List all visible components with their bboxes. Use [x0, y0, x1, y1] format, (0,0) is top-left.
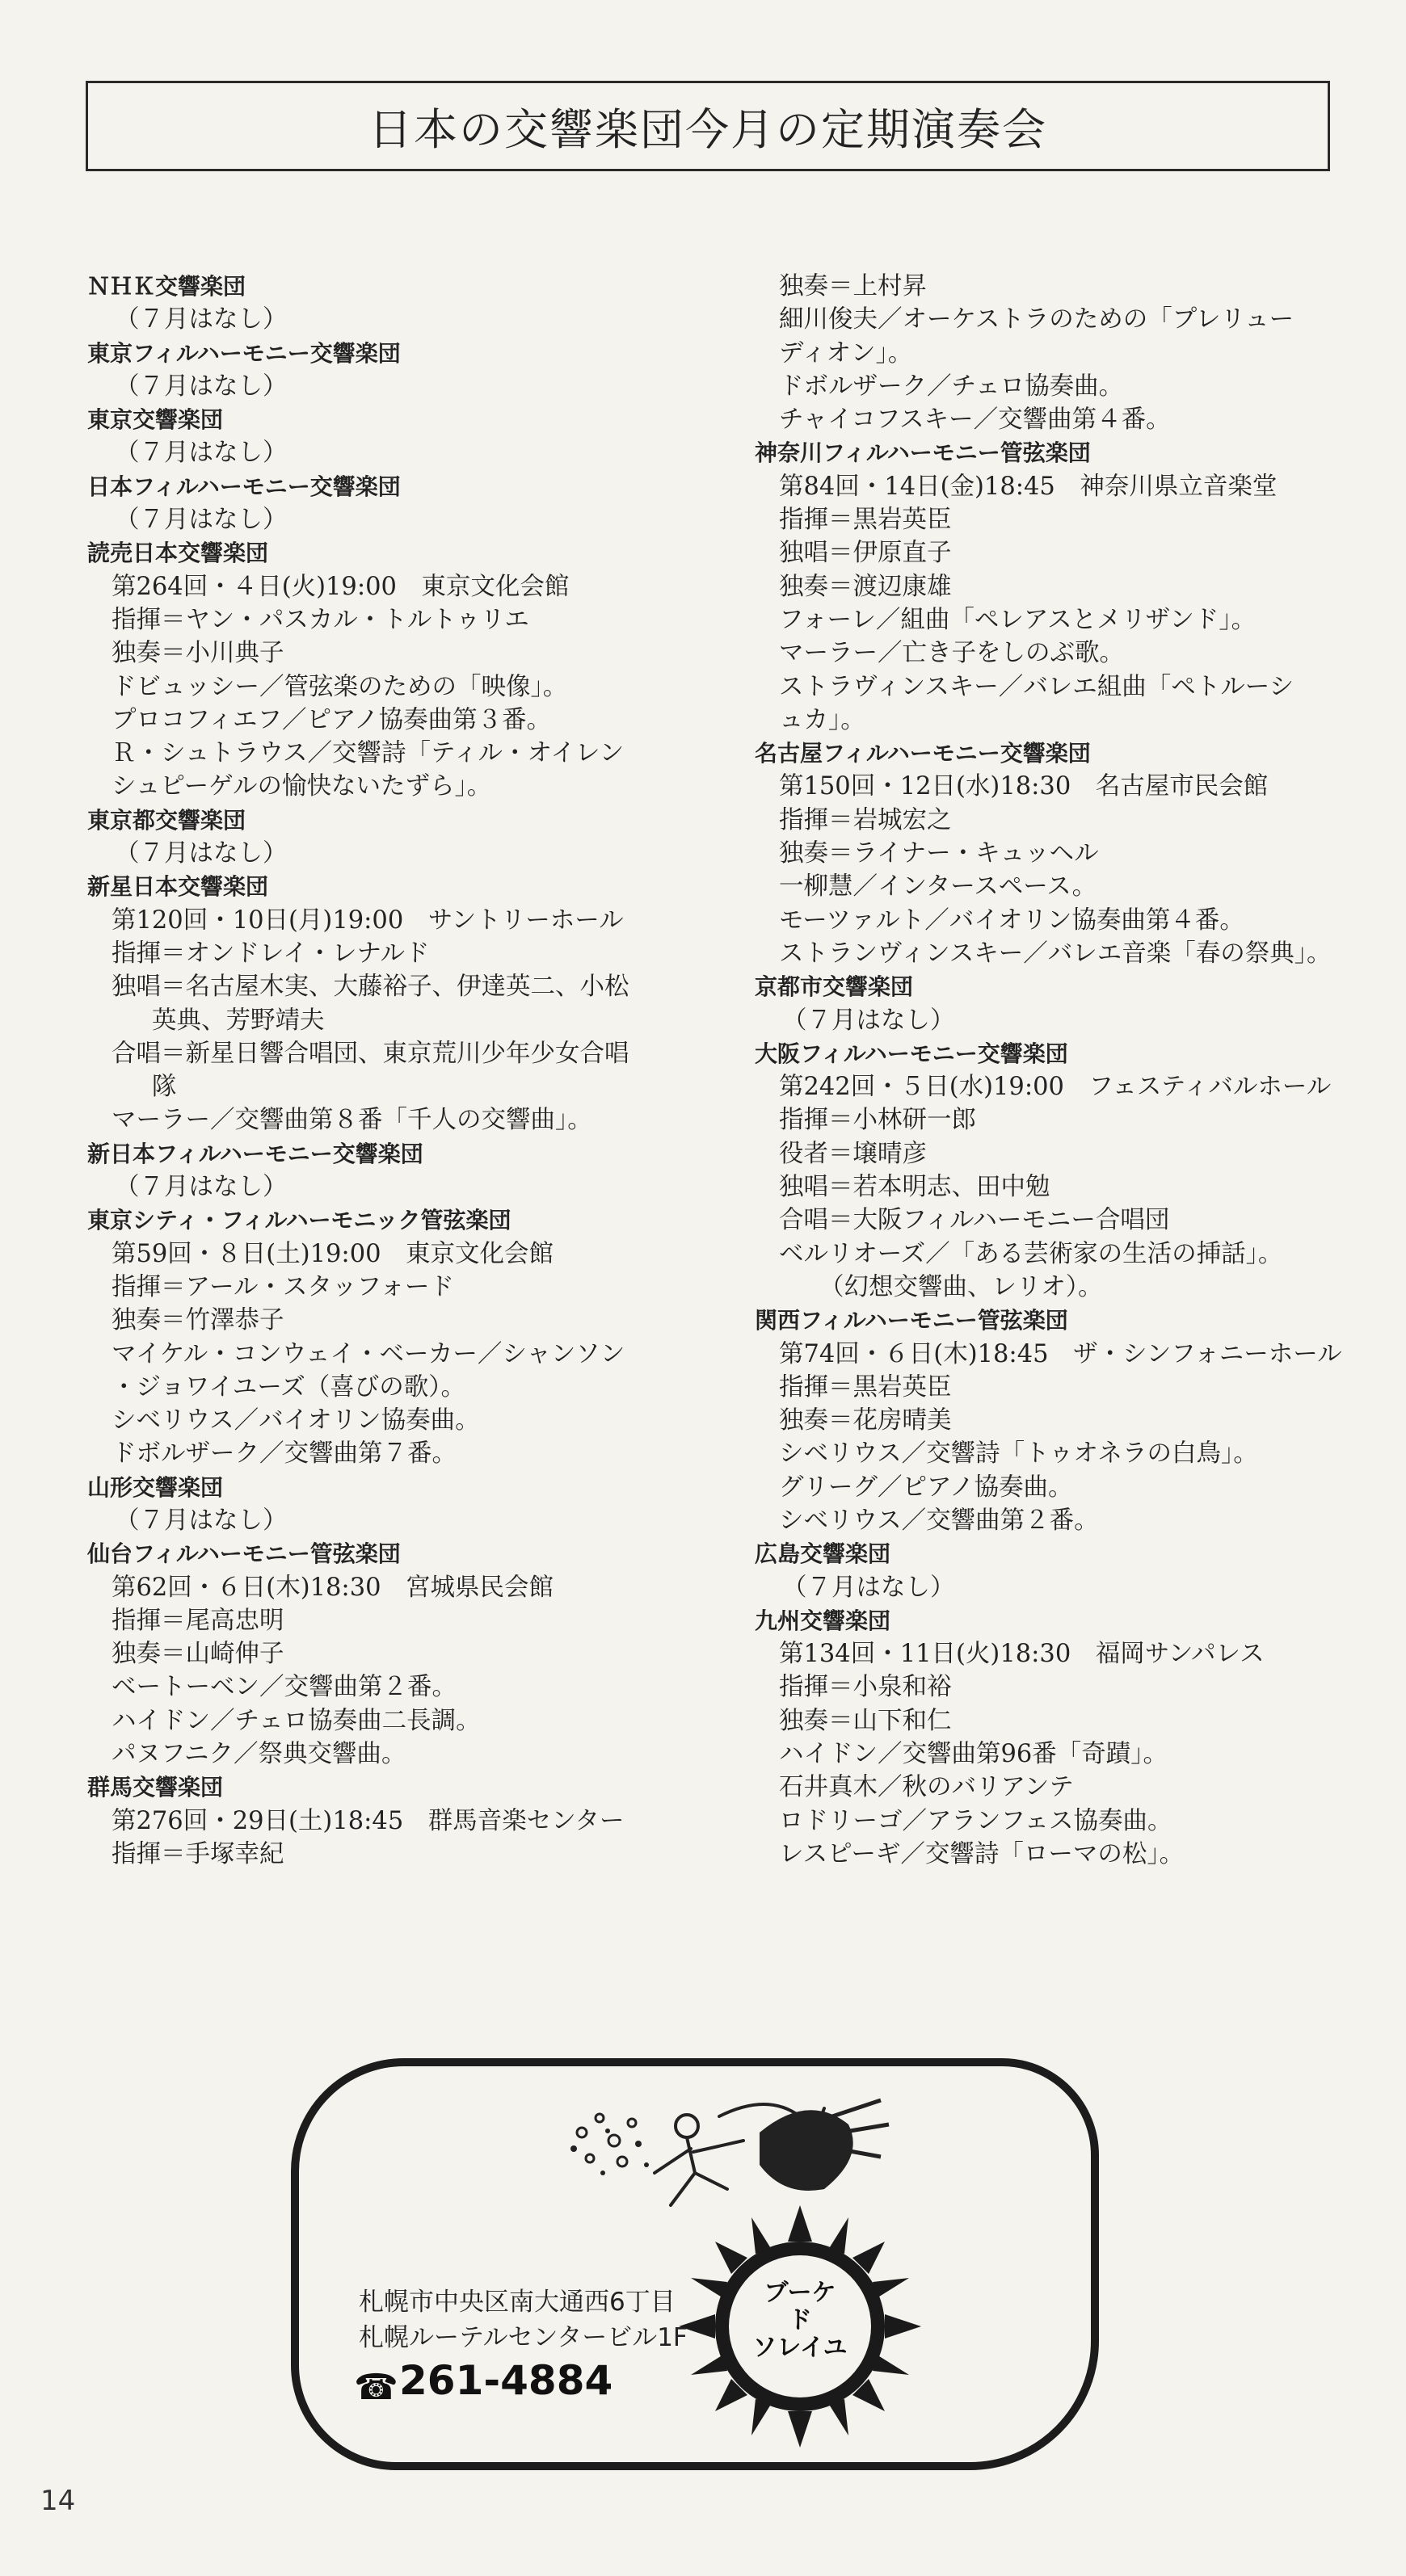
concert-detail-line: ハイドン／交響曲第96番「奇蹟」。 [779, 1740, 1168, 1769]
concert-detail-line: 独唱＝伊原直子 [779, 539, 952, 568]
concert-detail-line: 第84回・14日(金)18:45 神奈川県立音楽堂 [779, 472, 1278, 501]
concert-detail-line: 独奏＝山崎伸子 [112, 1640, 284, 1669]
orchestra-name: 日本フィルハーモニー交響楽団 [87, 473, 401, 500]
concert-detail-line: 第242回・５日(水)19:00 フェスティバルホール [779, 1073, 1332, 1102]
concert-detail-line: ロドリーゴ／アランフェス協奏曲。 [779, 1806, 1172, 1835]
concert-detail-line: 第134回・11日(火)18:30 福岡サンパレス [779, 1640, 1265, 1669]
concert-detail-line: ドビュッシー／管弦楽のための「映像」。 [112, 672, 568, 701]
orchestra-name: 広島交響楽団 [755, 1540, 891, 1568]
concert-detail-line: 英典、芳野靖夫 [152, 1006, 325, 1035]
concert-detail-line: 独奏＝渡辺康雄 [779, 572, 952, 601]
logo-line-3: ソレイユ [752, 2334, 848, 2362]
concert-detail-line: 合唱＝新星日響合唱団、東京荒川少年少女合唱 [112, 1039, 629, 1068]
logo-line-2: ド [788, 2306, 812, 2334]
shop-phone-number: 261-4884 [399, 2357, 613, 2404]
concert-detail-line: 独奏＝ライナー・キュッヘル [779, 839, 1099, 868]
concert-detail-line: ストラヴィンスキー／バレエ組曲「ペトルーシ [779, 672, 1294, 701]
concert-detail-line: シベリウス／交響曲第２番。 [779, 1506, 1099, 1535]
orchestra-name: 新日本フィルハーモニー交響楽団 [87, 1140, 423, 1167]
orchestra-name: 東京フィルハーモニー交響楽団 [87, 339, 401, 367]
concert-detail-line: チャイコフスキー／交響曲第４番。 [779, 406, 1171, 435]
concert-detail-line: 第264回・４日(火)19:00 東京文化会館 [112, 572, 570, 601]
orchestra-name: 九州交響楽団 [755, 1607, 891, 1634]
concert-detail-line: 独奏＝山下和仁 [779, 1706, 952, 1735]
concert-detail-line: 指揮＝黒岩英臣 [779, 1372, 952, 1401]
concert-detail-line: 隊 [152, 1073, 177, 1102]
concert-detail-line: （７月はなし） [115, 372, 288, 401]
concert-detail-line: パヌフニク／祭典交響曲。 [112, 1740, 406, 1769]
concert-detail-line: 合唱＝大阪フィルハーモニー合唱団 [779, 1206, 1170, 1235]
concert-detail-line: 指揮＝オンドレイ・レナルド [112, 939, 430, 968]
concert-detail-line: ドボルザーク／交響曲第７番。 [112, 1439, 457, 1469]
concert-detail-line: （７月はなし） [115, 839, 288, 868]
concert-detail-line: 役者＝壌晴彦 [779, 1139, 927, 1168]
concert-detail-line: モーツァルト／バイオリン協奏曲第４番。 [779, 906, 1244, 935]
concert-detail-line: 第59回・８日(土)19:00 東京文化会館 [112, 1239, 554, 1268]
right-column [755, 270, 1353, 1871]
concert-detail-line: （７月はなし） [782, 1573, 955, 1602]
orchestra-name: 大阪フィルハーモニー交響楽団 [755, 1040, 1068, 1067]
orchestra-name: 仙台フィルハーモニー管弦楽団 [87, 1540, 401, 1568]
concert-detail-line: ベートーベン／交響曲第２番。 [112, 1673, 457, 1702]
logo-line-1: ブーケ [764, 2279, 836, 2307]
concert-detail-line: （７月はなし） [115, 506, 288, 535]
shop-address-line-1: 札幌市中央区南大通西6丁目 [359, 2288, 676, 2317]
concert-detail-line: 独奏＝上村昇 [779, 272, 927, 300]
concert-detail-line: シュピーゲルの愉快ないたずら」。 [112, 772, 492, 801]
concert-detail-line: プロコフィエフ／ピアノ協奏曲第３番。 [112, 705, 552, 734]
orchestra-name: 東京交響楽団 [87, 406, 224, 434]
left-column [87, 270, 685, 1871]
orchestra-name: 群馬交響楽団 [87, 1774, 224, 1801]
concert-detail-line: マーラー／交響曲第８番「千人の交響曲」。 [112, 1106, 592, 1135]
concert-detail-line: 第74回・６日(木)18:45 ザ・シンフォニーホール [779, 1339, 1342, 1368]
concert-detail-line: 指揮＝岩城宏之 [779, 805, 952, 834]
concert-detail-line: 指揮＝尾高忠明 [112, 1606, 284, 1635]
concert-detail-line: シベリウス／交響詩「トゥオネラの白鳥」。 [779, 1439, 1258, 1469]
orchestra-name: 神奈川フィルハーモニー管弦楽団 [755, 439, 1091, 467]
concert-detail-line: 第120回・10日(月)19:00 サントリーホール [112, 906, 624, 935]
orchestra-name: 東京シティ・フィルハーモニック管弦楽団 [87, 1207, 511, 1234]
concert-detail-line: （７月はなし） [115, 1173, 288, 1202]
concert-detail-line: ディオン」。 [779, 338, 913, 368]
concert-detail-line: 指揮＝小林研一郎 [779, 1106, 976, 1135]
phone-icon: ☎ [354, 2367, 398, 2408]
concert-detail-line: 細川俊夫／オーケストラのための「プレリュー [779, 305, 1294, 334]
concert-detail-line: 指揮＝ヤン・パスカル・トルトゥリエ [112, 605, 529, 634]
shop-logo-text [751, 2280, 848, 2362]
page-title-box [86, 81, 1330, 171]
orchestra-name: ＮＨＫ交響楽団 [87, 273, 246, 300]
concert-detail-line: 指揮＝アール・スタッフォード [112, 1272, 454, 1301]
orchestra-name: 読売日本交響楽団 [87, 540, 269, 567]
concert-detail-line: シベリウス／バイオリン協奏曲。 [112, 1406, 480, 1435]
orchestra-name: 名古屋フィルハーモニー交響楽団 [755, 740, 1091, 767]
concert-detail-line: （７月はなし） [115, 305, 288, 334]
concert-detail-line: 石井真木／秋のバリアンテ [779, 1773, 1074, 1802]
concert-detail-line: Ｒ・シュトラウス／交響詩「ティル・オイレン [112, 739, 625, 768]
concert-detail-line: マーラー／亡き子をしのぶ歌。 [779, 639, 1124, 668]
concert-detail-line: 第62回・６日(木)18:30 宮城県民会館 [112, 1573, 554, 1602]
concert-detail-line: ハイドン／チェロ協奏曲二長調。 [112, 1706, 481, 1735]
orchestra-name: 新星日本交響楽団 [87, 873, 269, 901]
page-number: 14 [40, 2485, 76, 2517]
concert-detail-line: 独奏＝花房晴美 [779, 1406, 952, 1435]
orchestra-name: 京都市交響楽団 [755, 973, 914, 1001]
concert-detail-line: （７月はなし） [115, 1506, 288, 1535]
concert-detail-line: フォーレ／組曲「ペレアスとメリザンド」。 [779, 605, 1257, 634]
page-title: 日本の交響楽団今月の定期演奏会 [368, 103, 1047, 155]
concert-detail-line: マイケル・コンウェイ・ベーカー／シャンソン [112, 1339, 625, 1368]
orchestra-name: 山形交響楽団 [87, 1473, 224, 1501]
concert-detail-line: 一柳慧／インタースペース。 [779, 872, 1097, 901]
concert-detail-line: 第150回・12日(水)18:30 名古屋市民会館 [779, 772, 1269, 801]
concert-detail-line: ・ジョワイユーズ（喜びの歌）。 [112, 1372, 465, 1401]
concert-detail-line: （７月はなし） [115, 439, 288, 468]
concert-detail-line: 指揮＝手塚幸紀 [112, 1839, 284, 1868]
concert-detail-line: ベルリオーズ／「ある芸術家の生活の挿話」。 [779, 1239, 1283, 1268]
concert-detail-line: 独唱＝名古屋木実、大藤裕子、伊達英二、小松 [112, 973, 629, 1002]
orchestra-name: 関西フィルハーモニー管弦楽団 [755, 1307, 1068, 1334]
concert-detail-line: ストランヴィンスキー／バレエ音楽「春の祭典」。 [779, 939, 1332, 968]
concert-detail-line: 指揮＝黒岩英臣 [779, 506, 952, 535]
orchestra-name: 東京都交響楽団 [87, 806, 246, 834]
concert-detail-line: 独奏＝小川典子 [112, 639, 284, 668]
concert-detail-line: （７月はなし） [782, 1006, 955, 1035]
sun-flower-illustration [558, 2084, 1010, 2456]
concert-detail-line: （幻想交響曲、レリオ）。 [819, 1272, 1103, 1301]
concert-detail-line: レスピーギ／交響詩「ローマの松」。 [779, 1839, 1185, 1868]
shop-address-line-2: 札幌ルーテルセンタービル1F [359, 2323, 688, 2352]
concert-detail-line: 独奏＝竹澤恭子 [112, 1306, 284, 1335]
concert-detail-line: 独唱＝若本明志、田中勉 [779, 1173, 1050, 1202]
concert-detail-line: 第276回・29日(土)18:45 群馬音楽センター [112, 1806, 625, 1835]
concert-detail-line: ュカ」。 [779, 705, 865, 734]
concert-detail-line: 指揮＝小泉和裕 [779, 1673, 952, 1702]
concert-detail-line: グリーグ／ピアノ協奏曲。 [779, 1473, 1073, 1502]
concert-detail-line: ドボルザーク／チェロ協奏曲。 [779, 372, 1124, 401]
